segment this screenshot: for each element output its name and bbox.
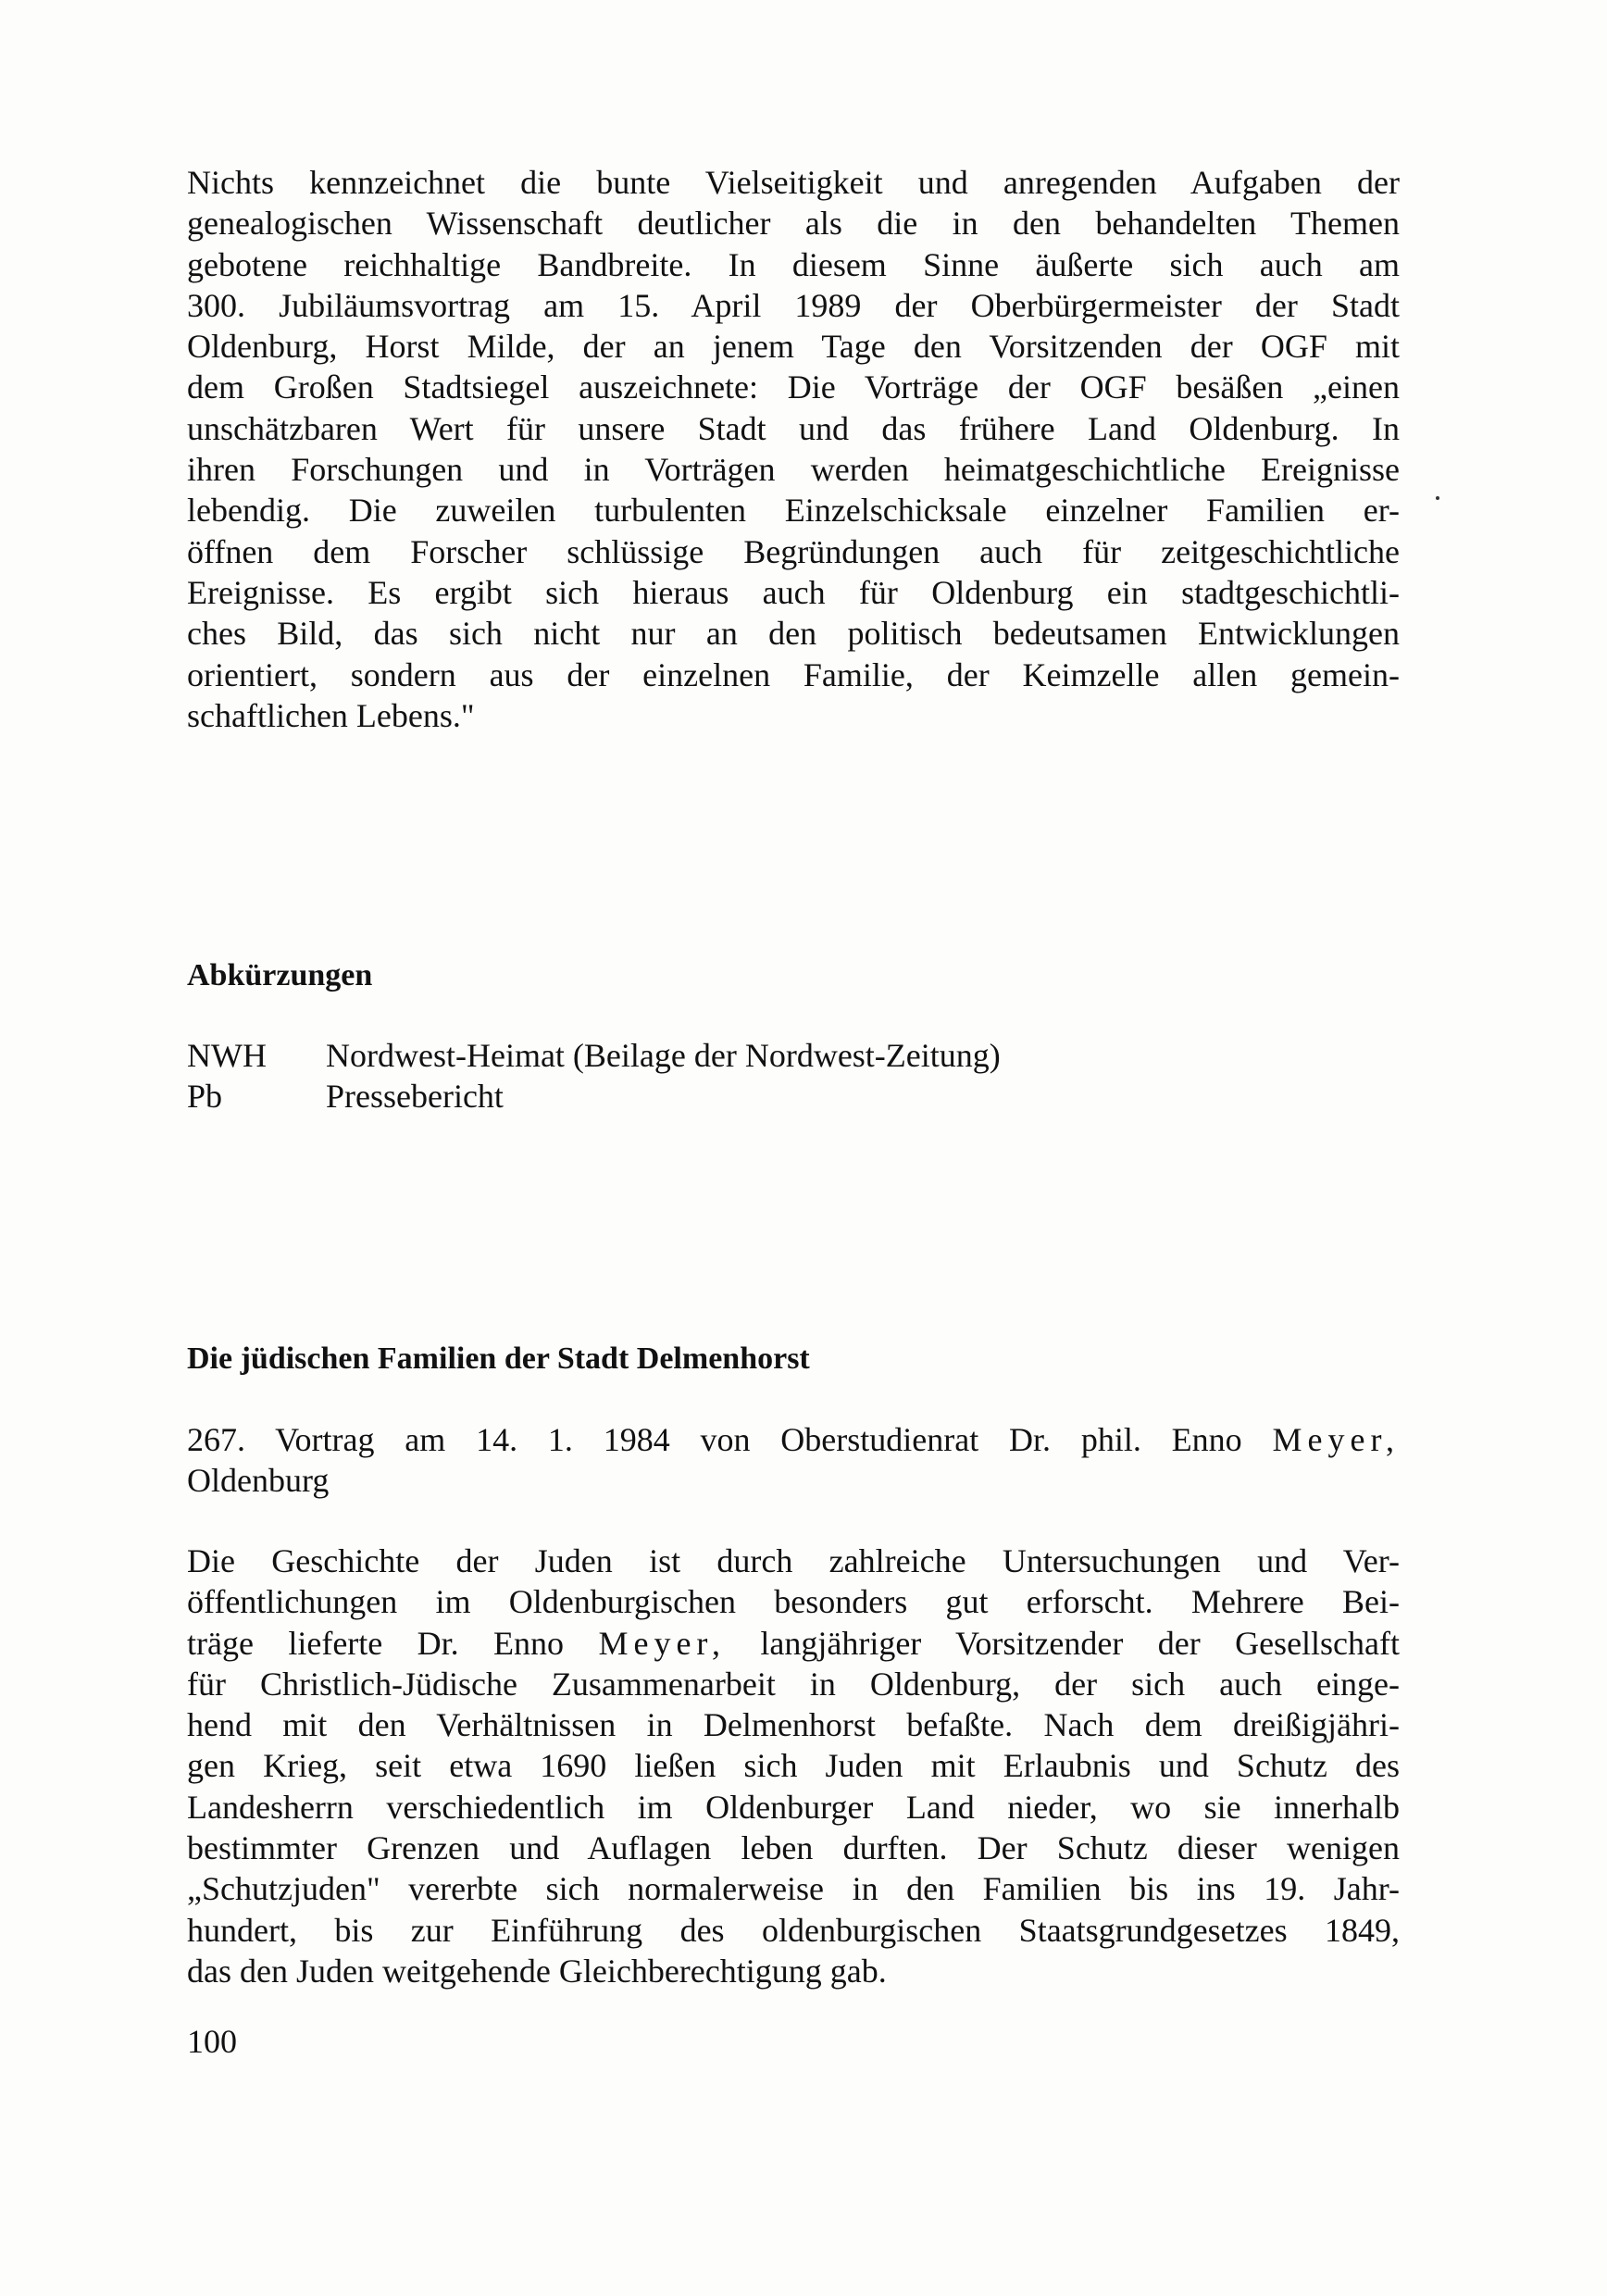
text-line: öffentlichungen im Oldenburgischen besonders gut erforscht. Mehrere Bei-: [187, 1583, 1400, 1621]
text-line: [187, 1623, 1400, 1664]
text-line: Nichts kennzeichnet die bunte Vielseitigkeit und anregenden Aufgaben der: [187, 164, 1400, 201]
text-line: bestimmter Grenzen und Auflagen leben durften. Der Schutz dieser wenigen: [187, 1829, 1400, 1867]
abbreviation-key: Pb: [187, 1078, 223, 1115]
lecture-place: Oldenburg: [187, 1462, 330, 1500]
text-line: das den Juden weitgehende Gleichberechtigung gab.: [187, 1952, 887, 1990]
lecture-info: [187, 1419, 1400, 1502]
text-line: hundert, bis zur Einführung des oldenburgischen Staatsgrundgesetzes 1849,: [187, 1911, 1400, 1949]
scan-speck: [1436, 496, 1439, 500]
text-fragment: träge lieferte Dr. Enno: [187, 1624, 565, 1662]
section-paragraph: [187, 1541, 1400, 1991]
text-line: ihren Forschungen und in Vorträgen werden heimatgeschichtliche Ereignisse: [187, 451, 1400, 489]
abbreviation-value: Pressebericht: [326, 1078, 504, 1115]
abbreviation-key: NWH: [187, 1037, 267, 1074]
abbreviations-heading: Abkürzungen: [187, 958, 373, 992]
text-line: orientiert, sondern aus der einzelnen Familie, der Keimzelle allen gemein-: [187, 655, 1400, 693]
lecture-text: 267. Vortrag am 14. 1. 1984 von Oberstudienrat Dr. phil. Enno: [187, 1421, 1242, 1458]
text-line: hend mit den Verhältnissen in Delmenhorst befaßte. Nach dem dreißigjähri-: [187, 1706, 1400, 1744]
lecture-line: [187, 1419, 1400, 1460]
text-line: lebendig. Die zuweilen turbulenten Einzelschicksale einzelner Familien er-: [187, 492, 1400, 530]
section-heading: Die jüdischen Familien der Stadt Delmenhorst: [187, 1341, 810, 1376]
text-line: 300. Jubiläumsvortrag am 15. April 1989 der Oberbürgermeister der Stadt: [187, 286, 1400, 324]
text-fragment: langjähriger Vorsitzender der Gesellschaft: [760, 1624, 1401, 1662]
text-line: „Schutzjuden" vererbte sich normalerweise in den Familien bis ins 19. Jahr-: [187, 1870, 1400, 1908]
page-number: 100: [187, 2023, 237, 2060]
text-line: gebotene reichhaltige Bandbreite. In diesem Sinne äußerte sich auch am: [187, 245, 1400, 283]
text-line: dem Großen Stadtsiegel auszeichnete: Die Vorträge der OGF besäßen „einen: [187, 368, 1400, 406]
intro-paragraph: [187, 162, 1400, 736]
text-line: öffnen dem Forscher schlüssige Begründungen auch für zeitgeschichtliche: [187, 532, 1400, 570]
abbreviation-value: Nordwest-Heimat (Beilage der Nordwest-Zeitung): [326, 1037, 1001, 1074]
text-line: Ereignisse. Es ergibt sich hieraus auch für Oldenburg ein stadtgeschichtli-: [187, 573, 1400, 611]
text-line: für Christlich-Jüdische Zusammenarbeit in Oldenburg, der sich auch einge-: [187, 1665, 1400, 1703]
text-line: schaftlichen Lebens.": [187, 696, 475, 734]
author-name: Meyer,: [598, 1624, 726, 1662]
text-line: Die Geschichte der Juden ist durch zahlreiche Untersuchungen und Ver-: [187, 1542, 1400, 1579]
text-line: Landesherrn verschiedentlich im Oldenburger Land nieder, wo sie innerhalb: [187, 1788, 1400, 1826]
text-line: gen Krieg, seit etwa 1690 ließen sich Juden mit Erlaubnis und Schutz des: [187, 1747, 1400, 1785]
text-line: unschätzbaren Wert für unsere Stadt und das frühere Land Oldenburg. In: [187, 409, 1400, 447]
speaker-name: Meyer,: [1272, 1421, 1400, 1458]
abbreviation-row: [187, 1076, 504, 1117]
text-line: genealogischen Wissenschaft deutlicher als die in den behandelten Themen: [187, 205, 1400, 243]
text-line: Oldenburg, Horst Milde, der an jenem Tage den Vorsitzenden der OGF mit: [187, 328, 1400, 366]
abbreviation-row: [187, 1035, 1001, 1076]
text-line: ches Bild, das sich nicht nur an den politisch bedeutsamen Entwicklungen: [187, 615, 1400, 653]
